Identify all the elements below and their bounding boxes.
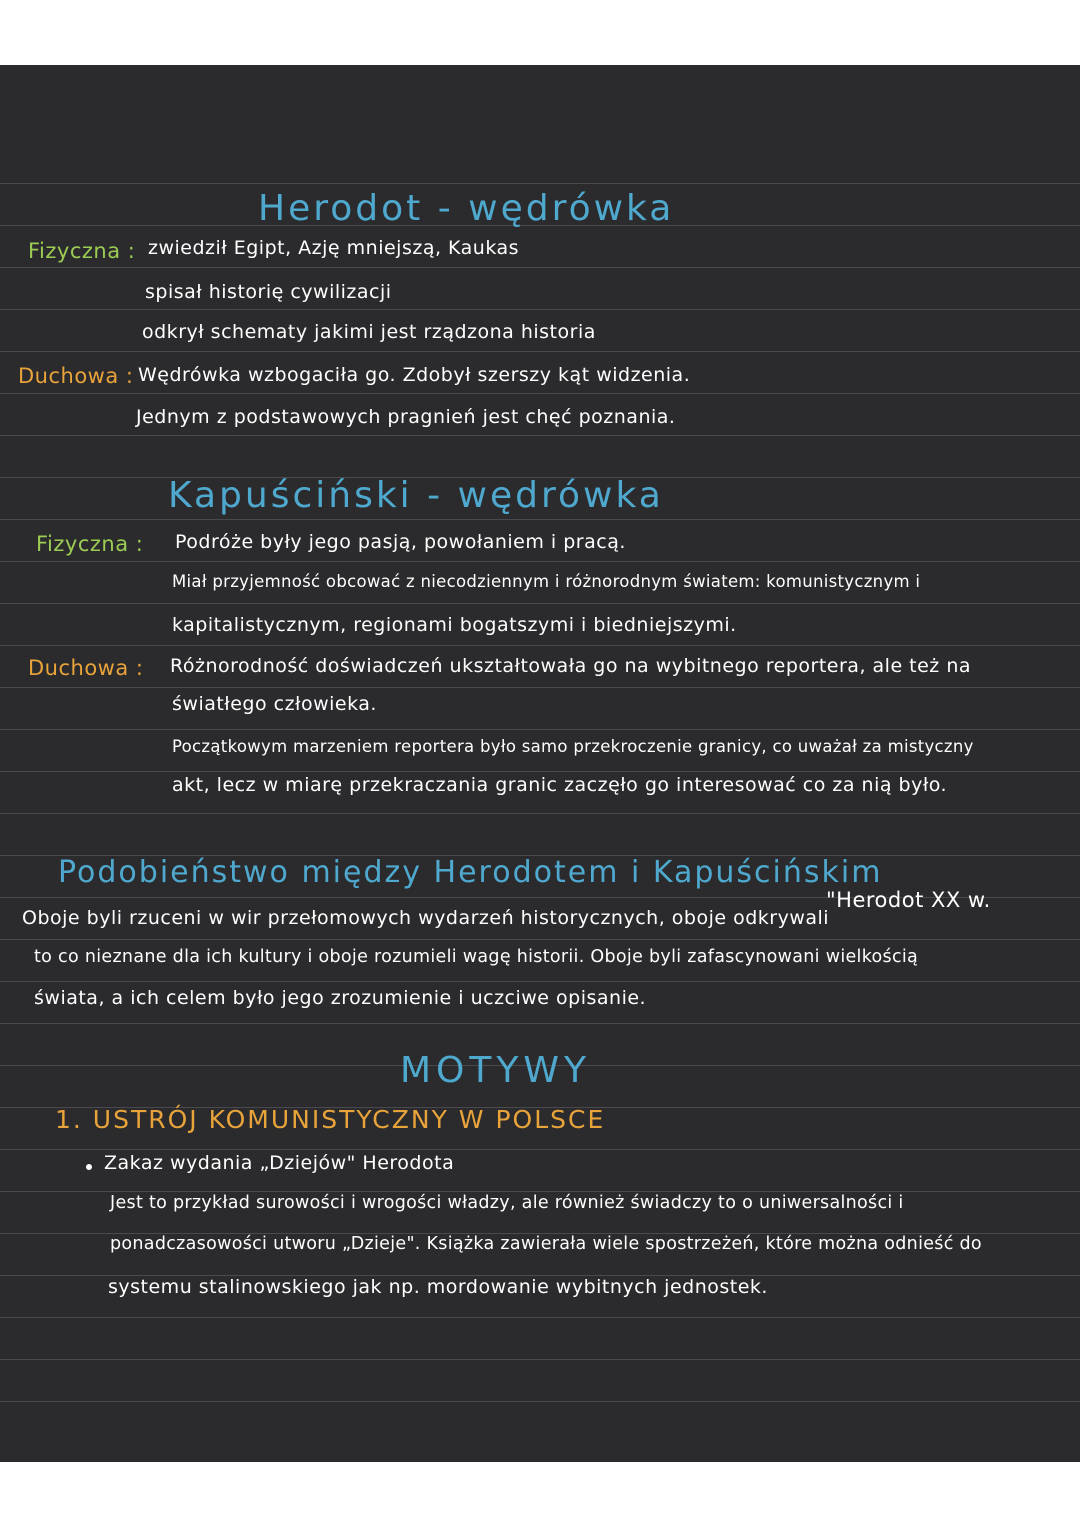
ruled-line xyxy=(0,1149,1080,1150)
kapuscinski-duchowa-line: Początkowym marzeniem reportera było samo przekroczenie granicy, co uważał za mistyczny xyxy=(172,737,974,756)
kapuscinski-duchowa-line: akt, lecz w miarę przekraczania granic zaczęło go interesować co za nią było. xyxy=(172,774,948,796)
motywy-title: MOTYWY xyxy=(400,1050,591,1091)
motyw-1-line: Jest to przykład surowości i wrogości władzy, ale również świadczy to o uniwersalności i xyxy=(110,1193,904,1213)
motyw-1-bullet: Zakaz wydania „Dziejów" Herodota xyxy=(104,1152,455,1174)
kapuscinski-fizyczna-line: kapitalistycznym, regionami bogatszymi i biedniejszymi. xyxy=(172,614,737,636)
kapuscinski-duchowa-line: światłego człowieka. xyxy=(172,693,377,715)
notebook-page xyxy=(0,65,1080,1462)
ruled-line xyxy=(0,645,1080,646)
podobienstwo-line: świata, a ich celem było jego zrozumienie i uczciwe opisanie. xyxy=(34,987,647,1009)
kapuscinski-duchowa-line: Różnorodność doświadczeń ukształtowała go na wybitnego reportera, ale też na xyxy=(170,655,972,677)
herodot-duchowa-line: Jednym z podstawowych pragnień jest chęć poznania. xyxy=(136,406,676,428)
ruled-line xyxy=(0,183,1080,184)
ruled-line xyxy=(0,687,1080,688)
ruled-line xyxy=(0,435,1080,436)
ruled-line xyxy=(0,981,1080,982)
motyw-1-heading: 1. USTRÓJ KOMUNISTYCZNY W POLSCE xyxy=(55,1105,606,1134)
kapuscinski-fizyczna-label: Fizyczna : xyxy=(36,532,144,556)
ruled-line xyxy=(0,267,1080,268)
ruled-line xyxy=(0,1401,1080,1402)
ruled-line xyxy=(0,309,1080,310)
ruled-line xyxy=(0,351,1080,352)
ruled-line xyxy=(0,519,1080,520)
bullet-dot xyxy=(86,1164,92,1170)
kapuscinski-fizyczna-line: Miał przyjemność obcować z niecodziennym i różnorodnym światem: komunistycznym i xyxy=(172,572,921,591)
herodot-title: Herodot - wędrówka xyxy=(258,188,675,229)
herodot-xx-quote: "Herodot XX w. xyxy=(826,888,991,912)
kapuscinski-fizyczna-line: Podróże były jego pasją, powołaniem i pracą. xyxy=(175,531,626,553)
podobienstwo-title: Podobieństwo między Herodotem i Kapuścińskim xyxy=(58,855,883,890)
herodot-fizyczna-line: zwiedził Egipt, Azję mniejszą, Kaukas xyxy=(148,237,520,259)
herodot-fizyczna-label: Fizyczna : xyxy=(28,239,136,263)
ruled-line xyxy=(0,771,1080,772)
ruled-line xyxy=(0,1191,1080,1192)
ruled-line xyxy=(0,939,1080,940)
ruled-line xyxy=(0,729,1080,730)
ruled-line xyxy=(0,1359,1080,1360)
herodot-fizyczna-line: odkrył schematy jakimi jest rządzona historia xyxy=(142,321,596,343)
ruled-line xyxy=(0,561,1080,562)
podobienstwo-line: Oboje byli rzuceni w wir przełomowych wydarzeń historycznych, oboje odkrywali xyxy=(22,907,830,929)
ruled-line xyxy=(0,813,1080,814)
ruled-line xyxy=(0,1023,1080,1024)
ruled-line xyxy=(0,1317,1080,1318)
ruled-line xyxy=(0,393,1080,394)
kapuscinski-duchowa-label: Duchowa : xyxy=(28,656,144,680)
herodot-duchowa-line: Wędrówka wzbogaciła go. Zdobył szerszy kąt widzenia. xyxy=(138,364,691,386)
motyw-1-line: ponadczasowości utworu „Dzieje". Książka zawierała wiele spostrzeżeń, które można odnieść do xyxy=(110,1234,982,1254)
herodot-fizyczna-line: spisał historię cywilizacji xyxy=(145,281,392,303)
podobienstwo-line: to co nieznane dla ich kultury i oboje rozumieli wagę historii. Oboje byli zafascynowani wielkością xyxy=(34,947,919,967)
motyw-1-line: systemu stalinowskiego jak np. mordowanie wybitnych jednostek. xyxy=(108,1276,768,1298)
kapuscinski-title: Kapuściński - wędrówka xyxy=(168,475,664,516)
ruled-line xyxy=(0,603,1080,604)
herodot-duchowa-label: Duchowa : xyxy=(18,364,134,388)
